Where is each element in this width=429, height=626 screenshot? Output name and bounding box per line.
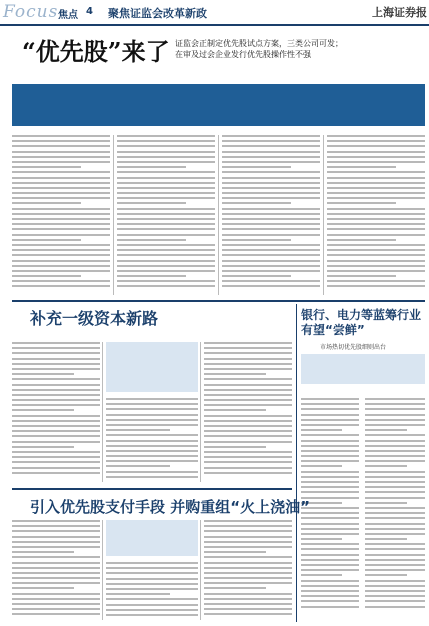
column-divider [113,135,114,295]
lead-headline: “优先股”来了 [22,37,170,66]
column-divider [200,520,201,620]
right-headline-line-1: 银行、电力等蓝筹行业 [301,308,422,322]
lead-article-column-1 [12,135,110,295]
shaded-sidebar [301,354,425,384]
page-number: 4 [86,6,93,17]
lead-subheadline [175,38,425,60]
bottom-article-column-3 [204,520,292,620]
column-divider [323,135,324,295]
mid-article-column-3 [204,342,292,482]
bottom-article-column-2 [106,562,198,620]
column-divider [200,342,201,482]
right-headline-line-2: 有望“尝鲜” [301,323,365,337]
page-topic: 聚焦证监会改革新政 [108,7,207,20]
lead-article-column-3 [222,135,320,295]
summary-box [12,84,425,126]
section-name: 焦点 [58,10,78,21]
bottom-headline: 引入优先股支付手段 并购重组“火上浇油” [30,498,310,516]
column-divider [102,342,103,482]
lead-article-column-2 [117,135,215,295]
page-header [0,0,429,26]
newspaper-name: 上海证券报 [372,6,427,19]
mid-article-column-1 [12,342,100,482]
mid-article-column-2 [106,398,198,482]
shaded-sidebar [106,342,198,392]
section-divider [12,300,425,302]
shaded-sidebar [106,520,198,556]
column-divider [296,304,297,622]
lead-article-column-4 [327,135,425,295]
column-divider [102,520,103,620]
lead-subheadline-line: 在审及过会企业发行优先股操作性不强 [175,50,311,59]
column-divider [218,135,219,295]
section-divider [12,488,292,490]
right-subheadline: 市场热切优先股细则出台 [320,344,387,351]
bottom-article-column-1 [12,520,100,620]
lead-subheadline-line: 证监会正制定优先股试点方案，三类公司可发； [175,39,343,48]
right-article-column-2 [365,398,425,618]
mid-headline: 补充一级资本新路 [30,309,159,328]
brand-logo: Focus [3,2,59,22]
